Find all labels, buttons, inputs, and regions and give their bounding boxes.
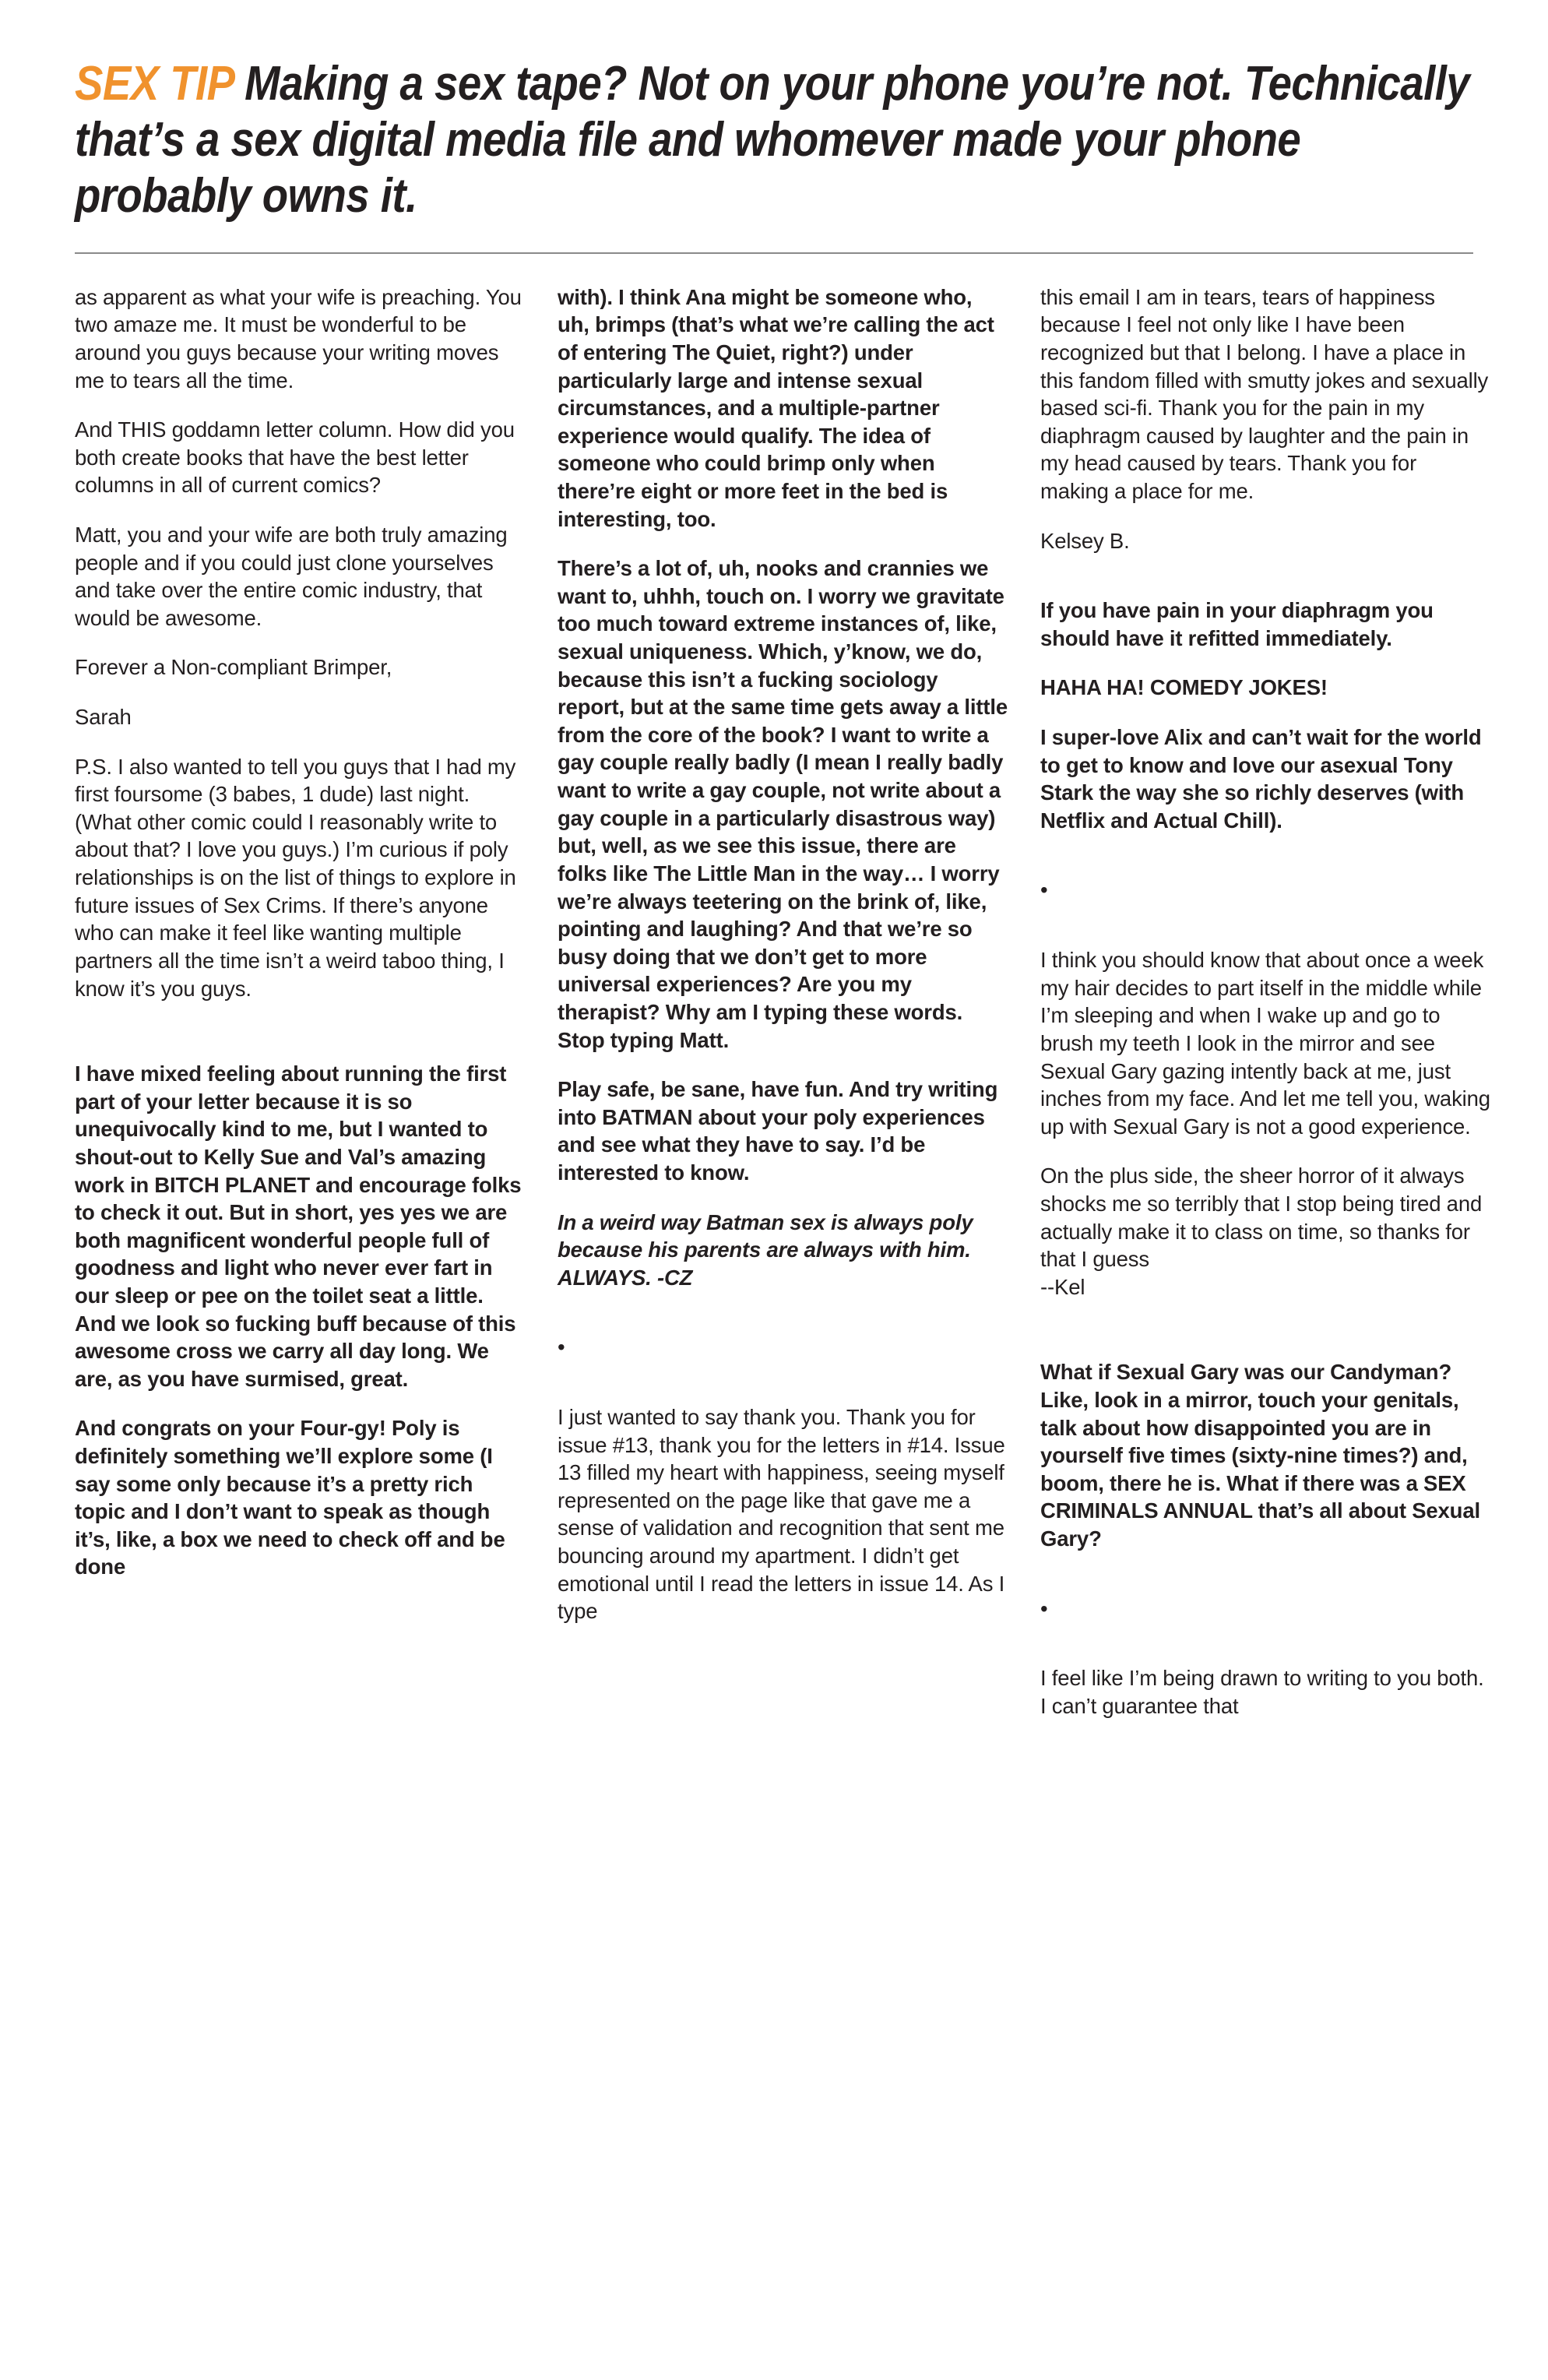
paragraph-spacer: [75, 1024, 525, 1060]
column-2: [558, 283, 1008, 1647]
paragraph-spacer: [1040, 1644, 1490, 1664]
paragraph: I think you should know that about once a week my hair decides to part itself in the middle while I’m sleeping and when I wake up and go to brush my teeth I look in the mirror and see Sexual Gary gazing intently back at me, just inches from my face. And let me tell you, waking up with Sexual Gary is not a good experience.: [1040, 948, 1490, 1139]
column-3: [1040, 283, 1490, 1742]
paragraph-spacer: [558, 1383, 1008, 1403]
sex-tip-label: SEX TIP: [75, 57, 234, 111]
reply-paragraph: And congrats on your Four-gy! Poly is definitely something we’ll explore some (I say some only because it’s a pretty rich topic and I don’t want to speak as though it’s, like, a box we need to check off and be done: [75, 1416, 505, 1579]
reply-paragraph: If you have pain in your diaphragm you should have it refitted immediately.: [1040, 598, 1434, 650]
paragraph: On the plus side, the sheer horror of it always shocks me so terribly that I stop being tired and actually make it to class on time, so thanks for that I guess: [1040, 1164, 1483, 1272]
reply-paragraph: I super-love Alix and can’t wait for the world to get to know and love our asexual Tony Stark the way she so richly deserves (with Netflix and Actual Chill).: [1040, 725, 1482, 833]
paragraph: as apparent as what your wife is preaching. You two amaze me. It must be wonderful to be around you guys because your writing moves me to tears all the time.: [75, 284, 522, 393]
reply-paragraph: I have mixed feeling about running the first part of your letter because it is so unequivocally kind to me, but I wanted to shout-out to Kelly Sue and Val’s amazing work in BITCH PLANET and encourage folks to check it out. But in short, yes yes we are both magnificent wonderful people full of goodness and light who never ever fart in our sleep or pee on the toilet seat a little. And we look so fucking buff because of this awesome cross we carry all day long. We are, as you have surmised, great.: [75, 1061, 522, 1391]
paragraph-spacer: [1040, 576, 1490, 597]
sex-tip-text: Making a sex tape? Not on your phone you’re not. Technically that’s a sex digital media file and whomever made your phone probably owns it.: [75, 57, 1470, 223]
page-title: [75, 56, 1472, 224]
paragraph: Matt, you and your wife are both truly amazing people and if you could just clone yourselves and take over the entire comic industry, that would be awesome.: [75, 522, 508, 630]
reply-paragraph: HAHA HA! COMEDY JOKES!: [1040, 675, 1328, 700]
bullet-separator: •: [1040, 1596, 1048, 1621]
bullet-separator: •: [1040, 878, 1048, 903]
paragraph: this email I am in tears, tears of happiness because I feel not only like I have been recognized but that I belong. I have a place in this fandom filled with smutty jokes and sexually based sci-fi. Thank you for the pain in my diaphragm caused by laughter and the pain in my head caused by tears. Thank you for making a place for me.: [1040, 284, 1489, 503]
paragraph: P.S. I also wanted to tell you guys that I had my first foursome (3 babes, 1 dude) last night. (What other comic could I reasonably write to about that? I love you guys.) I’m curious if poly relationships is on the list of things to explore in future issues of Sex Crims. If there’s anyone who can make it feel like wanting multiple partners all the time isn’t a weird taboo thing, I know it’s you guys.: [75, 754, 516, 1001]
reply-paragraph: There’s a lot of, uh, nooks and crannies we want to, uhhh, touch on. I worry we gravitate too much toward extreme instances of, like, sexual uniqueness. Which, y’know, we do, because this isn’t a fucking sociology report, but at the same time gets away a little from the core of the book? I want to write a gay couple really badly (I mean I really badly want to write a gay couple, not write about a gay couple in a particularly disastrous way) but, well, as we see this issue, there are folks like The Little Man in the way… I worry we’re always teetering on the brink of, like, pointing and laughing? And that we’re so busy doing that we don’t get to more universal experiences? Are you my therapist? Why am I typing these words. Stop typing Matt.: [558, 556, 1008, 1052]
paragraph-spacer: [558, 1313, 1008, 1333]
reply-paragraph: with). I think Ana might be someone who, uh, brimps (that’s what we’re calling the act of entering The Quiet, right?) under particularly large and intense sexual circumstances, and a multiple-partner experience would qualify. The idea of someone who could brimp only when there’re eight or more feet in the bed is interesting, too.: [558, 284, 994, 531]
reply-paragraph: Play safe, be sane, have fun. And try writing into BATMAN about your poly experiences and see what they have to say. I’d be interested to know.: [558, 1077, 998, 1185]
reply-aside: In a weird way Batman sex is always poly because his parents are always with him. ALWAYS. -CZ: [558, 1209, 973, 1290]
paragraph-spacer: [1040, 856, 1490, 876]
letter-signature: Kelsey B.: [1040, 528, 1130, 553]
page-header: [75, 0, 1473, 254]
paragraph-spacer: [1040, 1322, 1490, 1358]
column-1: [75, 283, 525, 1603]
letter-signature: Sarah: [75, 705, 132, 730]
letters-columns: [75, 283, 1490, 1742]
paragraph-spacer: [1040, 1575, 1490, 1595]
paragraph-spacer: [1040, 926, 1490, 946]
paragraph: And THIS goddamn letter column. How did you both create books that have the best letter columns in all of current comics?: [75, 417, 515, 498]
paragraph: I feel like I’m being drawn to writing to you both. I can’t guarantee that: [1040, 1666, 1484, 1718]
paragraph: I just wanted to say thank you. Thank you for issue #13, thank you for the letters in #14. Issue 13 filled my heart with happiness, seeing myself represented on the page like that gave me a sense of validation and recognition that sent me bouncing around my apartment. I didn’t get emotional until I read the letters in issue 14. As I type: [558, 1405, 1005, 1624]
reply-paragraph: What if Sexual Gary was our Candyman? Like, look in a mirror, touch your genitals, talk about how disappointed you are in yourself five times (sixty-nine times?) and, boom, there he is. What if there was a SEX CRIMINALS ANNUAL that’s all about Sexual Gary?: [1040, 1360, 1480, 1551]
letter-signature: --Kel: [1040, 1274, 1085, 1299]
header-divider: [75, 252, 1473, 254]
bullet-separator: •: [558, 1335, 565, 1360]
letter-signoff: Forever a Non-compliant Brimper,: [75, 655, 392, 680]
